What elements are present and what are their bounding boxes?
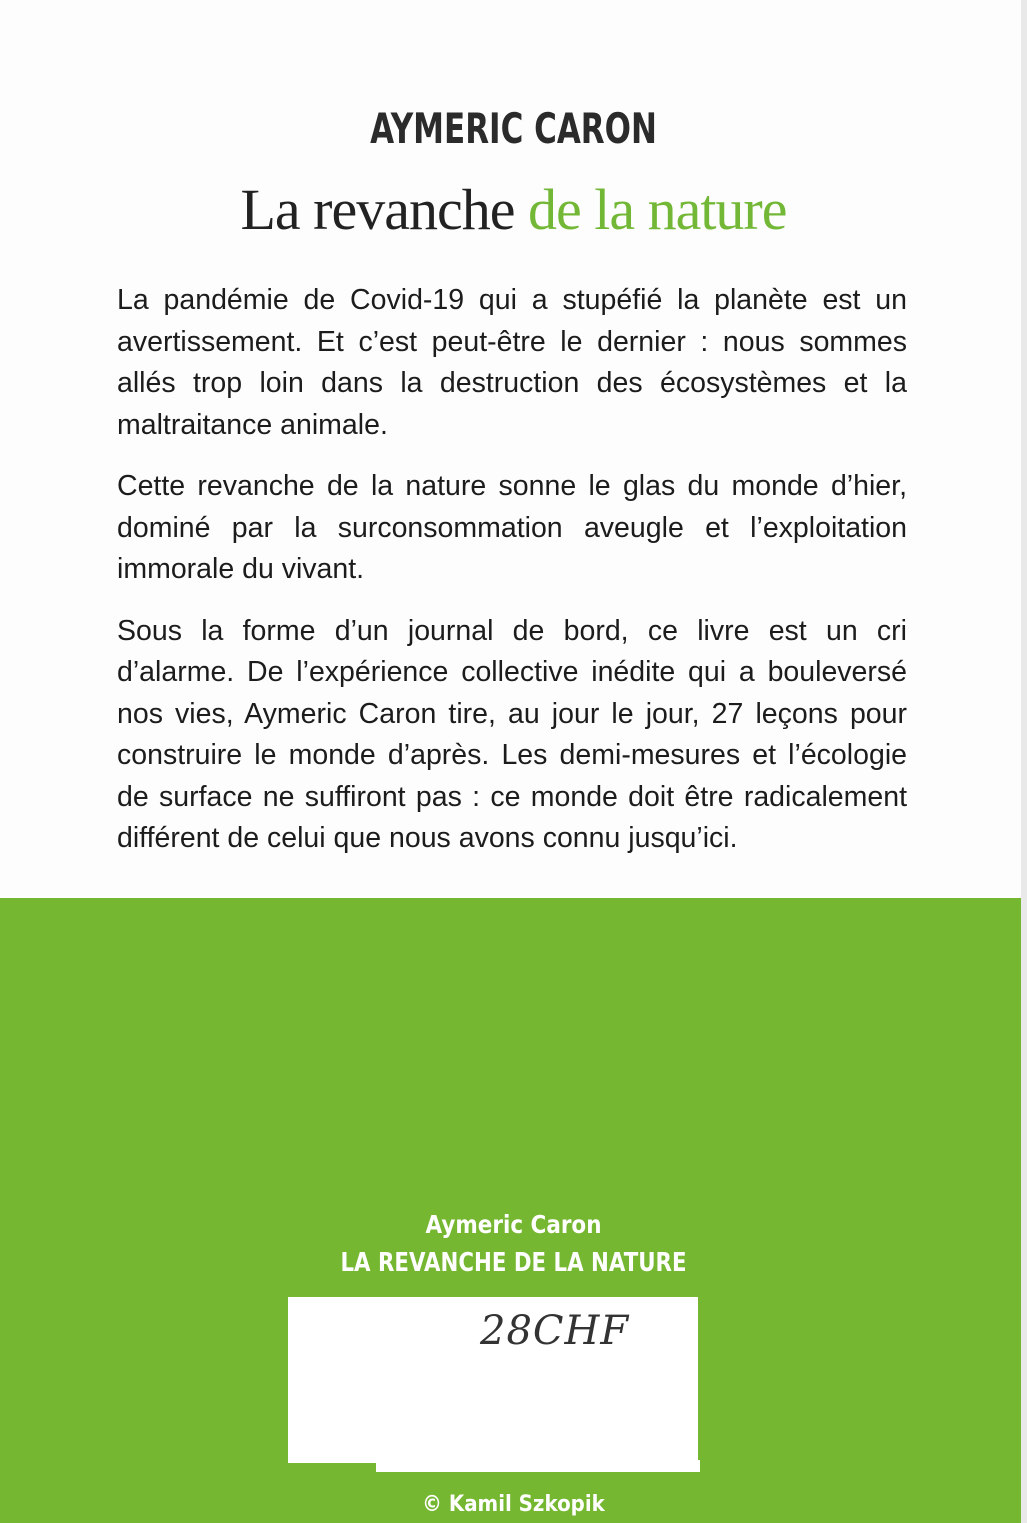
- blurb-paragraph-2: Cette revanche de la nature sonne le glas du monde d’hier, dominé par la surconsommation aveugle et l’exploitation immorale du vivant.: [117, 470, 907, 585]
- blurb-paragraph-3: Sous la forme d’un journal de bord, ce livre est un cri d’alarme. De l’expérience collective inédite qui a bouleversé nos vies, Aymeric Caron tire, au jour le jour, 27 leçons pour construire le monde d’après. Les demi-mesures et l’écologie de surface ne suffiront pas : ce monde doit être radicalement différent de celui que nous avons connu jusqu’ici.: [117, 614, 907, 854]
- scan-edge: [1021, 0, 1027, 1523]
- photo-credit: © Kamil Szkopik: [422, 1492, 605, 1517]
- handwritten-price: 28CHF: [480, 1308, 630, 1354]
- footer-author: Aymeric Caron: [425, 1210, 602, 1239]
- book-title: [0, 176, 1027, 243]
- footer-title: LA REVANCHE DE LA NATURE: [340, 1248, 687, 1278]
- author-name: AYMERIC CARON: [370, 104, 657, 153]
- blurb: [117, 280, 907, 880]
- blurb-paragraph-1: La pandémie de Covid-19 qui a stupéfié la planète est un avertissement. Et c’est peut-être le dernier : nous sommes allés trop loin dans la destruction des écosystèmes et la maltraitance animale.: [117, 284, 907, 441]
- price-sticker-tab: [376, 1460, 700, 1472]
- title-part-dark: La revanche: [240, 177, 528, 242]
- title-part-green: de la nature: [527, 177, 787, 242]
